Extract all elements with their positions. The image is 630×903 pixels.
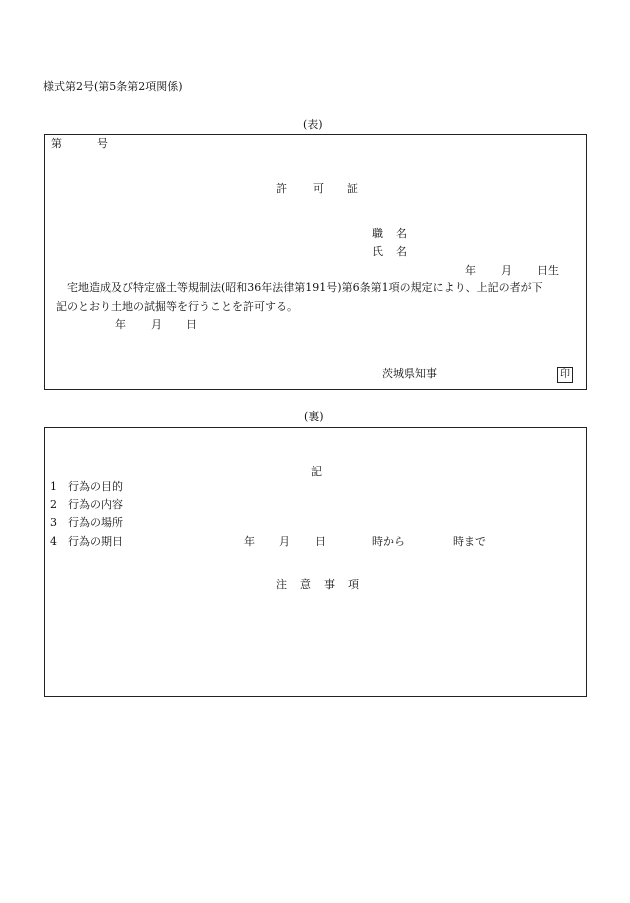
seal-mark: 印 xyxy=(557,367,573,383)
back-details-box: 記 1 行為の目的 2 行為の内容 3 行為の場所 4 行為の期日 年 月 日 時から 時まで 注 意 事 項 xyxy=(44,427,587,697)
body-text-line2: 記のとおり土地の試掘等を行うことを許可する。 xyxy=(56,300,298,313)
record-title: 記 xyxy=(311,465,322,478)
issuer: 茨城県知事 xyxy=(382,367,437,380)
number-go: 号 xyxy=(97,137,108,150)
front-side-label: (表) xyxy=(303,118,323,131)
body-text-line1: 宅地造成及び特定盛土等規制法(昭和36年法律第191号)第6条第1項の規定により、上記の者が下 xyxy=(67,281,543,294)
back-side-label: (裏) xyxy=(304,410,324,423)
number-dai: 第 xyxy=(51,137,62,150)
front-certificate-box: 第 号 許 可 証 職 名 氏 名 年 月 日生 宅地造成及び特定盛土等規制法(昭和36年法律第191号)第6条第1項の規定により、上記の者が下 記のとおり土地の試掘等を行うことを許可する。 年 月 日 茨城県知事 印 xyxy=(44,134,587,390)
form-title: 様式第2号(第5条第2項関係) xyxy=(43,80,183,93)
